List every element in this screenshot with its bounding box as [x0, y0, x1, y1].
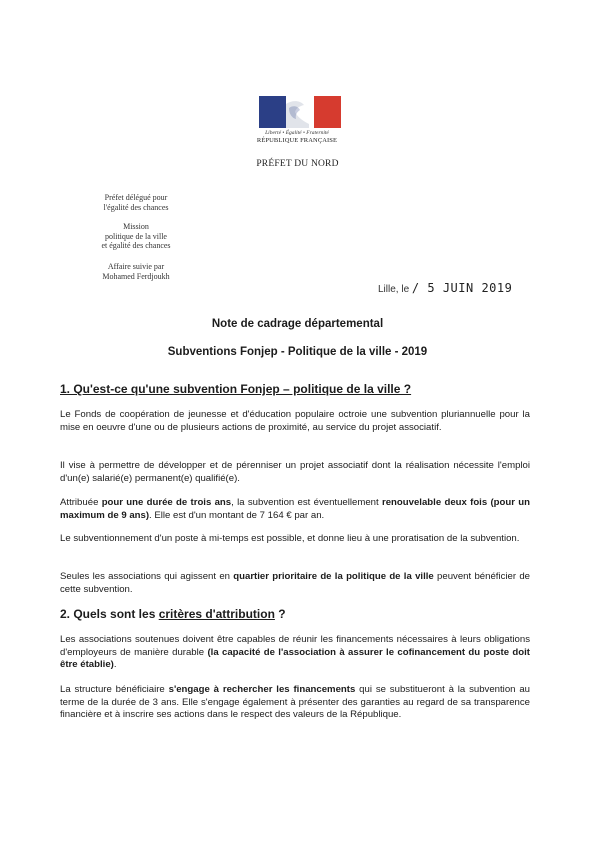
section1-paragraph4: Le subventionnement d'un poste à mi-temps est possible, et donne lieu à une proratisation de la subvention.: [60, 533, 520, 544]
sender-title-line1: Préfet délégué pour: [104, 193, 168, 202]
section1-heading-text: 1. Qu'est-ce qu'une subvention Fonjep – politique de la ville ?: [60, 382, 412, 396]
mission-line1: Mission: [123, 222, 149, 231]
section1-p3-bold-b: renouvelable deux fois (pour un maximum de 9 ans): [60, 497, 530, 521]
prefecture-name: PRÉFET DU NORD: [256, 159, 339, 169]
section1-p3-text-a: Attribuée: [60, 497, 102, 508]
section2-heading: [60, 607, 286, 621]
section1-p5-text-a: Seules les associations qui agissent en: [60, 571, 234, 582]
section2-p1-bold: (la capacité de l'association à assurer le cofinancement du poste doit être établie): [60, 646, 530, 671]
contact-line2: Mohamed Ferdjoukh: [102, 271, 170, 281]
mission-line3: et égalité des chances: [101, 241, 171, 251]
mission-block: [76, 222, 196, 251]
contact-line1: Affaire suivie par: [107, 262, 165, 271]
mission-line2: politique de la ville: [105, 231, 167, 241]
section1-paragraph1: Le Fonds de coopération de jeunesse et d'éducation populaire octroie une subvention pluriannuelle pour la mise en oeuvre d'une ou de plusieurs actions de proximité, au service du projet associatif.: [60, 409, 530, 433]
place-label: Lille, le: [378, 284, 410, 295]
section2-p1-text-a: Les associations soutenues doivent être capables de réunir les financements nécessaires à leurs obligations d'employeurs de manière durable: [60, 634, 530, 658]
section2-heading-c: ?: [274, 607, 286, 621]
date-stamp: / 5 JUIN 2019: [411, 281, 513, 295]
section1-p3-text-c: . Elle est d'un montant de 7 164 € par an.: [149, 509, 325, 521]
section1-paragraph2: Il vise à permettre de développer et de pérenniser un projet associatif dont la réalisation nécessite l'emploi d'un(e) salarié(e) permanent(e) qualifié(e).: [60, 460, 530, 484]
section2-paragraph2: [60, 684, 530, 722]
section2-p2-text-b: qui se substitueront à la subvention au terme de la durée de 3 ans. Elle s'engage également à présenter des garanties au regard de sa transparence financière et à inscrire ses actions dans le respect des valeurs de la République.: [60, 684, 531, 721]
marianne-logo: [259, 96, 341, 128]
document-title: Note de cadrage départemental: [211, 318, 384, 330]
section2-paragraph1: [60, 634, 530, 672]
section1-p3-text-b: , la subvention est éventuellement: [231, 497, 382, 508]
document-subtitle: Subventions Fonjep - Politique de la ville - 2019: [167, 346, 428, 358]
section2-heading-b: critères d'attribution: [158, 607, 275, 621]
section1-paragraph3: [60, 497, 530, 522]
section2-p2-bold: s'engage à rechercher les financements: [168, 684, 356, 695]
sender-block: [76, 193, 196, 212]
sender-title-line2: l'égalité des chances: [103, 202, 169, 212]
section2-heading-a: 2. Quels sont les: [60, 607, 159, 621]
section1-p5-bold: quartier prioritaire de la politique de la ville: [233, 571, 434, 582]
section1-p3-bold-a: pour une durée de trois ans: [101, 497, 232, 508]
place-date: [378, 281, 512, 295]
section1-p5-text-b: peuvent bénéficier de cette subvention.: [60, 571, 530, 595]
contact-block: [76, 262, 196, 281]
republic-motto: Liberté • Égalité • Fraternité: [265, 130, 329, 136]
section2-p1-text-b: .: [113, 659, 117, 671]
section1-heading: [60, 382, 411, 396]
republic-name: RÉPUBLIQUE FRANÇAISE: [256, 137, 338, 144]
section2-p2-text-a: La structure bénéficiaire: [60, 684, 169, 695]
section1-paragraph5: [60, 571, 530, 596]
